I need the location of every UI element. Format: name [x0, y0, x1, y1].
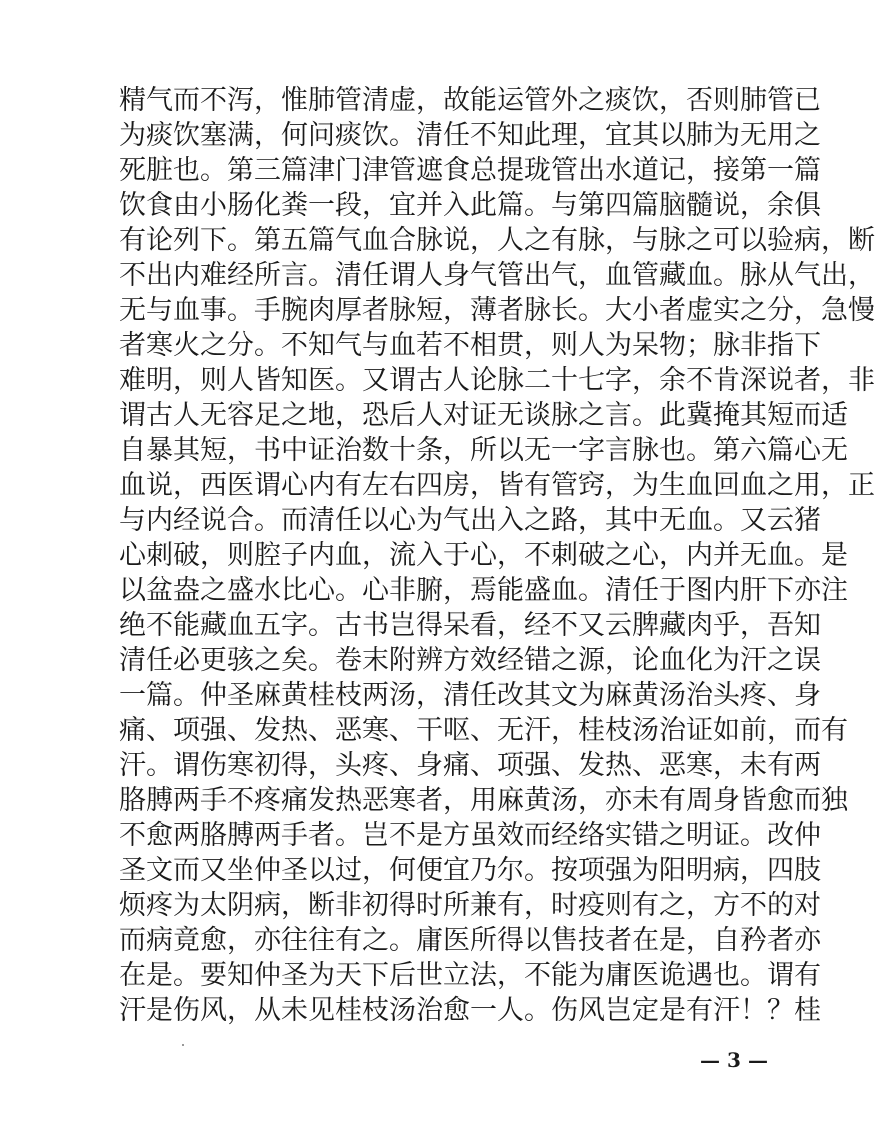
text-line: 者寒火之分。不知气与血若不相贯，则人为呆物；脉非指下 [119, 330, 821, 361]
text-line: 以盆盎之盛水比心。心非腑，焉能盛血。清任于图内肝下亦注 [119, 575, 848, 606]
text-line: 而病竟愈，亦往往有之。庸医所得以售技者在是，自矜者亦 [119, 925, 821, 956]
page-number: — 3 — [700, 1048, 768, 1072]
scan-speck [182, 1044, 184, 1046]
text-line: 难明，则人皆知医。又谓古人论脉二十七字，余不肯深说者，非 [119, 365, 875, 396]
text-line: 心刺破，则腔子内血，流入于心，不刺破之心，内并无血。是 [119, 540, 848, 571]
text-line: 圣文而又坐仲圣以过，何便宜乃尔。按项强为阳明病，四肢 [119, 855, 821, 886]
text-line: 清任必更骇之矣。卷末附辨方效经错之源，论血化为汗之误 [119, 645, 821, 676]
text-line: 与内经说合。而清任以心为气出入之路，其中无血。又云猪 [119, 505, 821, 536]
body-text [119, 83, 875, 1028]
text-line: 有论列下。第五篇气血合脉说，人之有脉，与脉之可以验病，断 [119, 225, 875, 256]
text-line: 不愈两胳膊两手者。岂不是方虽效而经络实错之明证。改仲 [119, 820, 821, 851]
text-line: 不出内难经所言。清任谓人身气管出气，血管藏血。脉从气出， [119, 260, 875, 291]
text-line: 谓古人无容足之地，恐后人对证无谈脉之言。此冀掩其短而适 [119, 400, 848, 431]
text-line: 烦疼为太阴病，断非初得时所兼有，时疫则有之，方不的对 [119, 890, 821, 921]
text-line: 痛、项强、发热、恶寒、干呕、无汗，桂枝汤治证如前，而有 [119, 715, 848, 746]
text-line: 在是。要知仲圣为天下后世立法，不能为庸医诡遇也。谓有 [119, 960, 821, 991]
text-line: 绝不能藏血五字。古书岂得呆看，经不又云脾藏肉乎，吾知 [119, 610, 821, 641]
text-line: 饮食由小肠化粪一段，宜并入此篇。与第四篇脑髓说，余俱 [119, 190, 821, 221]
text-line: 无与血事。手腕肉厚者脉短，薄者脉长。大小者虚实之分，急慢 [119, 295, 875, 326]
text-line: 自暴其短，书中证治数十条，所以无一字言脉也。第六篇心无 [119, 435, 848, 466]
text-line: 汗是伤风，从未见桂枝汤治愈一人。伤风岂定是有汗！？桂 [119, 995, 821, 1026]
text-line: 血说，西医谓心内有左右四房，皆有管窍，为生血回血之用，正 [119, 470, 875, 501]
text-line: 为痰饮塞满，何问痰饮。清任不知此理，宜其以肺为无用之 [119, 120, 821, 151]
text-line: 死脏也。第三篇津门津管遮食总提珑管出水道记，接第一篇 [119, 155, 821, 186]
text-line: 汗。谓伤寒初得，头疼、身痛、项强、发热、恶寒，未有两 [119, 750, 821, 781]
text-line: 胳膊两手不疼痛发热恶寒者，用麻黄汤，亦未有周身皆愈而独 [119, 785, 848, 816]
text-line: 一篇。仲圣麻黄桂枝两汤，清任改其文为麻黄汤治头疼、身 [119, 680, 821, 711]
text-line: 精气而不泻，惟肺管清虚，故能运管外之痰饮，否则肺管已 [119, 85, 821, 116]
